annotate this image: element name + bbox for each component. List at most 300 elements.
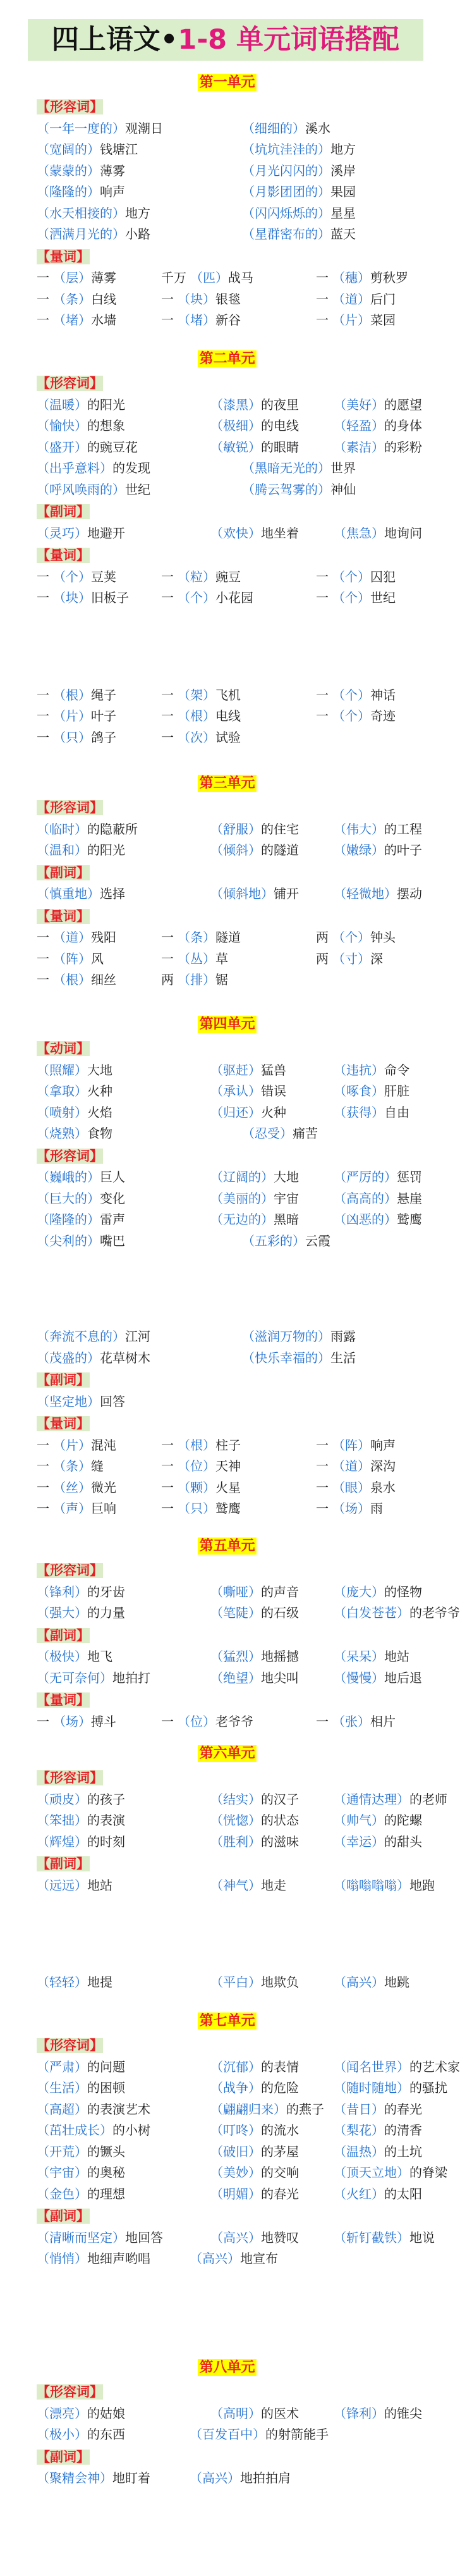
phrase [334,2184,422,2202]
headword: 错误 [261,1083,286,1099]
category-text: 【副词】 [37,1627,90,1643]
word-row [0,1081,454,1100]
modifier: （高兴） [190,2251,240,2266]
headword: 一 [37,972,49,987]
phrase [161,1477,241,1496]
phrase [334,523,422,541]
phrase [37,1789,125,1808]
phrase [210,1668,299,1686]
phrase [316,949,383,967]
headword: 囚犯 [370,569,396,584]
modifier: （温热） [334,2143,384,2159]
headword: 的豌豆花 [87,439,138,455]
phrase [161,927,241,946]
category-text: 【量词】 [37,249,90,264]
word-row [0,1810,454,1829]
headword: 一 [161,1479,174,1495]
phrase [37,2424,125,2443]
modifier: （五彩的） [242,1233,305,1248]
phrase [37,1456,104,1474]
phrase [316,1498,383,1517]
headword: 的身体 [384,418,422,433]
word-row [0,2142,454,2160]
phrase [210,2099,324,2117]
measure-word: （穗） [332,270,370,285]
headword: 地跑 [409,1877,435,1893]
headword: 地提 [87,1975,112,1990]
phrase [334,2162,447,2181]
modifier: （顽皮） [37,1791,87,1807]
phrase [37,927,116,946]
headword: 的姑娘 [87,2405,125,2421]
modifier: （笔陡） [210,1605,261,1620]
phrase [334,2142,422,2160]
modifier: （温和） [37,842,87,858]
phrase [210,1875,286,1894]
measure-word: （次） [178,729,215,745]
modifier: （呆呆） [334,1649,384,1664]
headword: 钟头 [370,930,396,945]
category-label [37,863,90,882]
category-text: 【形容词】 [37,2384,103,2400]
word-row [0,1188,454,1207]
headword: 的奥秘 [87,2165,125,2180]
phrase [334,884,422,902]
headword: 的隐蔽所 [87,821,138,837]
modifier: （呼风唤雨的） [37,481,125,497]
headword: 战马 [228,270,253,285]
headword: 世纪 [370,590,396,605]
headword: 的脊梁 [409,2165,447,2180]
category-label [37,2447,90,2466]
phrase [210,1582,299,1600]
phrase [316,588,396,606]
headword: 的眼睛 [261,439,299,455]
word-row [0,1231,454,1250]
headword: 一 [316,1458,329,1474]
modifier: （神气） [210,1877,261,1893]
phrase [210,1810,299,1828]
unit-title: 第一单元 [199,75,255,90]
headword: 的春光 [384,2101,422,2117]
phrase [210,1789,299,1808]
word-row [0,884,454,903]
category-label [37,1625,90,1644]
headword: 鸽子 [91,729,116,745]
modifier: （宽阔的） [37,142,100,157]
headword: 一 [37,569,49,584]
headword: 的想象 [87,418,125,433]
headword: 的春光 [261,2186,299,2202]
modifier: （美好） [334,397,384,412]
headword: 猛兽 [261,1062,286,1078]
headword: 一 [161,1437,174,1453]
modifier: （极小） [37,2427,87,2442]
headword: 地回答 [125,2229,163,2245]
phrase [37,182,125,200]
phrase [334,416,422,434]
modifier: （闪闪烁烁的） [242,205,330,221]
headword: 银毯 [215,291,241,307]
headword: 一 [161,1458,174,1474]
headword: 奇迹 [370,708,396,724]
phrase [316,289,396,307]
measure-word: （个） [332,590,370,605]
word-row [0,1167,454,1186]
headword: 一 [37,951,49,966]
headword: 深 [370,951,383,966]
category-label [37,545,90,564]
headword: 一 [316,1479,329,1495]
phrase [37,118,163,137]
modifier: （倾斜） [210,842,261,858]
headword: 老爷爷 [215,1713,253,1729]
word-row [0,1711,454,1730]
headword: 的小树 [112,2123,150,2138]
phrase [37,1603,125,1621]
headword: 神仙 [330,481,356,497]
headword: 鹫鹰 [397,1212,422,1227]
phrase [316,1435,396,1453]
headword: 生活 [330,1350,356,1365]
phrase [210,1209,299,1228]
headword: 地跳 [384,1975,409,1990]
modifier: （极快） [37,1649,87,1664]
phrase [334,1789,447,1808]
headword: 响声 [100,184,125,199]
modifier: （滋润万物的） [242,1329,330,1344]
modifier: （辽阔的） [210,1169,274,1185]
modifier: （焦急） [334,525,384,541]
measure-word: （排） [178,972,215,987]
modifier: （开荒） [37,2143,87,2159]
phrase [210,2057,299,2075]
phrase [161,706,241,724]
phrase [161,727,241,746]
phrase [242,1326,356,1345]
modifier: （平白） [210,1975,261,1990]
measure-word: （位） [178,1458,215,1474]
headword: 地方 [330,142,356,157]
measure-word: （根） [53,687,91,703]
modifier: （笨拙） [37,1813,87,1828]
headword: 火焰 [87,1104,112,1120]
modifier: （幸运） [334,1833,384,1849]
modifier: （一年一度的） [37,120,125,136]
modifier: （慢慢） [334,1670,384,1685]
headword: 嘴巴 [100,1233,125,1248]
modifier: （高兴） [210,2229,261,2245]
modifier: （舒服） [210,821,261,837]
phrase [316,1711,396,1730]
measure-word: （个） [332,687,370,703]
phrase [37,2403,125,2422]
modifier: （无可奈何） [37,1670,112,1685]
modifier: （梨花） [334,2123,384,2138]
modifier: （叮咚） [210,2123,261,2138]
headword: 的东西 [87,2427,125,2442]
phrase [334,1810,422,1828]
phrase [242,1123,318,1142]
headword: 残阳 [91,930,116,945]
measure-word: （个） [332,708,370,724]
word-row [0,2099,454,2118]
unit-heading [0,1742,454,1762]
phrase [37,1972,112,1990]
modifier: （远远） [37,1877,87,1893]
phrase [334,1060,409,1078]
phrase [334,2403,422,2422]
modifier: （生活） [37,2080,87,2095]
headword: 的甜头 [384,1833,422,1849]
headword: 的孩子 [87,1791,125,1807]
category-label [37,373,103,392]
word-row [0,437,454,456]
word-row [0,2424,454,2443]
headword: 的电线 [261,418,299,433]
category-label [37,2035,103,2054]
headword: 黑暗 [274,1212,299,1227]
category-text: 【形容词】 [37,1563,103,1578]
headword: 神话 [370,687,396,703]
headword: 一 [316,687,329,703]
modifier: （承认） [210,1083,261,1099]
headword: 的汉子 [261,1791,299,1807]
modifier: （高明） [210,2405,261,2421]
headword: 的怪物 [384,1584,422,1599]
word-row [0,203,454,222]
word-row [0,161,454,180]
phrase [37,1668,150,1686]
headword: 铺开 [274,886,299,901]
headword: 观潮日 [125,120,163,136]
measure-word: （道） [332,291,370,307]
measure-word: （寸） [332,951,370,966]
phrase [334,1646,409,1665]
headword: 火种 [261,1104,286,1120]
modifier: （隆隆的） [37,1212,100,1227]
unit-heading [0,1535,454,1555]
category-label [37,1038,90,1057]
modifier: （腾云驾雾的） [242,481,330,497]
headword: 相片 [370,1713,396,1729]
phrase [334,1972,409,1990]
word-row [0,118,454,137]
modifier: （坚定地） [37,1393,100,1409]
headword: 地坐着 [261,525,299,541]
category-text: 【量词】 [37,548,90,563]
measure-word: （张） [332,1713,370,1729]
phrase [210,1167,299,1185]
headword: 的老师 [409,1791,447,1807]
phrase [37,727,116,746]
headword: 地走 [261,1877,286,1893]
measure-word: （道） [332,1458,370,1474]
unit-heading [0,772,454,792]
phrase [334,1668,422,1686]
headword: 地细声哟唱 [87,2251,150,2266]
modifier: （美妙） [210,2165,261,2180]
phrase [316,706,396,724]
headword: 的愿望 [384,397,422,412]
word-row [0,2184,454,2203]
headword: 蓝天 [330,226,356,242]
word-row [0,727,454,746]
phrase [37,1498,116,1517]
phrase [161,310,241,328]
category-label [37,1560,103,1579]
modifier: （聚精会神） [37,2470,112,2486]
modifier: （星群密布的） [242,226,330,242]
modifier: （轻轻） [37,1975,87,1990]
phrase [37,2099,150,2117]
phrase [37,1646,112,1665]
phrase [37,840,125,858]
word-row [0,927,454,946]
phrase [161,268,253,286]
word-row [0,1832,454,1851]
category-text: 【副词】 [37,865,90,880]
headword: 混沌 [91,1437,116,1453]
measure-word: （位） [178,1713,215,1729]
headword: 一 [161,708,174,724]
modifier: （顶天立地） [334,2165,409,2180]
word-row [0,2248,454,2267]
phrase [37,1167,125,1185]
headword: 地拍拍肩 [240,2470,291,2486]
phrase [210,416,299,434]
headword: 豌豆 [215,569,241,584]
headword: 响声 [370,1437,396,1453]
modifier: （嘶哑） [210,1584,261,1599]
headword: 溪水 [305,120,330,136]
modifier: （灵巧） [37,525,87,541]
modifier: （锋利） [334,2405,384,2421]
phrase [37,437,138,455]
phrase [37,970,116,988]
word-row [0,2120,454,2139]
headword: 地飞 [87,1649,112,1664]
headword: 的燕子 [286,2101,324,2117]
modifier: （驱赶） [210,1062,261,1078]
word-row [0,685,454,704]
headword: 的时刻 [87,1833,125,1849]
word-row [0,479,454,498]
modifier: （昔日） [334,2101,384,2117]
category-label [37,2382,103,2401]
modifier: （帅气） [334,1813,384,1828]
headword: 的发现 [112,460,150,476]
word-row [0,458,454,477]
phrase [334,395,422,413]
headword: 微光 [91,1479,116,1495]
measure-word: （道） [53,930,91,945]
phrase [37,2184,125,2202]
phrase [37,2142,125,2160]
category-text: 【形容词】 [37,1148,103,1164]
modifier: （获得） [334,1104,384,1120]
modifier: （闻名世界） [334,2059,409,2074]
modifier: （归还） [210,1104,261,1120]
phrase [37,224,150,242]
word-row [0,840,454,859]
phrase [210,819,299,837]
headword: 薄雾 [100,163,125,178]
measure-word: （条） [53,1458,91,1474]
measure-word: （眼） [332,1479,370,1495]
headword: 一 [316,312,329,328]
modifier: （沉郁） [210,2059,261,2074]
phrase [334,2057,460,2075]
headword: 一 [316,708,329,724]
modifier: （百发百中） [190,2427,265,2442]
measure-word: （个） [332,930,370,945]
modifier: （水天相接的） [37,205,125,221]
headword: 变化 [100,1190,125,1206]
phrase [37,2248,150,2267]
measure-word: （条） [53,291,91,307]
headword: 的艺术家 [409,2059,460,2074]
word-row [0,1668,454,1687]
headword: 的老爷爷 [409,1605,460,1620]
word-row [0,2162,454,2181]
modifier: （严肃） [37,2059,87,2074]
unit-title: 第二单元 [199,351,255,367]
headword: 薄雾 [91,270,116,285]
phrase [210,2162,299,2181]
measure-word: （只） [178,1501,215,1516]
headword: 的阳光 [87,842,125,858]
phrase [242,224,356,242]
phrase [37,458,150,476]
measure-word: （架） [178,687,215,703]
phrase [37,567,116,585]
measure-word: （片） [53,708,91,724]
modifier: （翩翩归来） [210,2101,286,2117]
unit-heading [0,2010,454,2030]
modifier: （素洁） [334,439,384,455]
headword: 搏斗 [91,1713,116,1729]
word-row [0,224,454,243]
word-row [0,1972,454,1991]
phrase [210,437,299,455]
phrase [316,927,396,946]
headword: 命令 [384,1062,409,1078]
word-row [0,1123,454,1142]
phrase [37,479,150,498]
phrase [37,395,125,413]
phrase [37,1582,125,1600]
phrase [242,161,356,179]
modifier: （清晰而坚定） [37,2229,125,2245]
phrase [334,1875,435,1894]
title-prefix: 四上语文• [51,24,178,56]
word-row [0,567,454,586]
category-text: 【副词】 [37,2449,90,2465]
phrase [161,970,228,988]
category-text: 【动词】 [37,1041,90,1056]
headword: 地拍打 [112,1670,150,1685]
measure-word: （堵） [53,312,91,328]
headword: 的土坑 [384,2143,422,2159]
measure-word: （丛） [178,951,215,966]
headword: 果园 [330,184,356,199]
word-row [0,949,454,968]
word-row [0,395,454,414]
modifier: （破旧） [210,2143,261,2159]
phrase [37,2120,150,2138]
headword: 后门 [370,291,396,307]
